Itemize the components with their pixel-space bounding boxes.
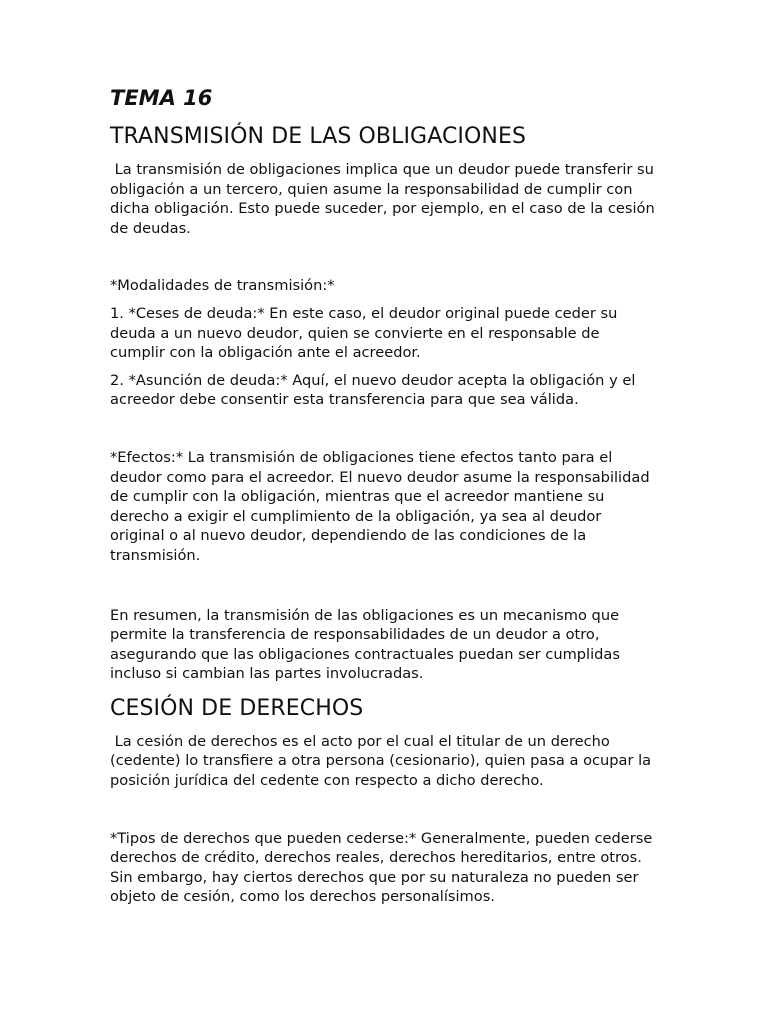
- paragraph-cesion-intro: La cesión de derechos es el acto por el cual el titular de un derecho (cedente) lo transfiere a otra persona (cesionario), quien pasa a ocupar la posición jurídica del cedente con respecto a dicho derecho.: [110, 732, 656, 790]
- section-title-cesion: CESIÓN DE DERECHOS: [110, 695, 364, 721]
- paragraph-resumen: En resumen, la transmisión de las obligaciones es un mecanismo que permite la transferencia de responsabilidades de un deudor a otro, asegurando que las obligaciones contractuales puedan ser cumplidas incluso si cambian las partes involucradas.: [110, 606, 620, 683]
- paragraph-modalidad-item-2: 2. *Asunción de deuda:* Aquí, el nuevo deudor acepta la obligación y el acreedor debe consentir esta transferencia para que sea válida.: [110, 371, 636, 409]
- paragraph-tipos-derechos: *Tipos de derechos que pueden cederse:* Generalmente, pueden cederse derechos de crédito, derechos reales, derechos hereditarios, entre otros. Sin embargo, hay ciertos derechos que por su naturaleza no pueden ser objeto de cesión, como los derechos personalísimos.: [110, 829, 653, 906]
- paragraph-transmision-intro: La transmisión de obligaciones implica que un deudor puede transferir su obligación a un tercero, quien asume la responsabilidad de cumplir con dicha obligación. Esto puede suceder, por ejemplo, en el caso de la cesión de deudas.: [110, 161, 660, 237]
- document-tema-heading: TEMA 16: [110, 86, 213, 110]
- paragraph-efectos: *Efectos:* La transmisión de obligaciones tiene efectos tanto para el deudor como para el acreedor. El nuevo deudor asume la responsabilidad de cumplir con la obligación, mientras que el acreedor mantiene su derecho a exigir el cumplimiento de la obligación, ya sea al deudor original o al nuevo deudor, dependiendo de las condiciones de la transmisión.: [110, 448, 650, 564]
- section-title-transmision: TRANSMISIÓN DE LAS OBLIGACIONES: [110, 124, 527, 149]
- paragraph-modalidad-item-1: 1. *Ceses de deuda:* En este caso, el deudor original puede ceder su deuda a un nuevo deudor, quien se convierte en el responsable de cumplir con la obligación ante el acreedor.: [110, 304, 618, 362]
- paragraph-modalidades-heading: *Modalidades de transmisión:*: [110, 277, 335, 295]
